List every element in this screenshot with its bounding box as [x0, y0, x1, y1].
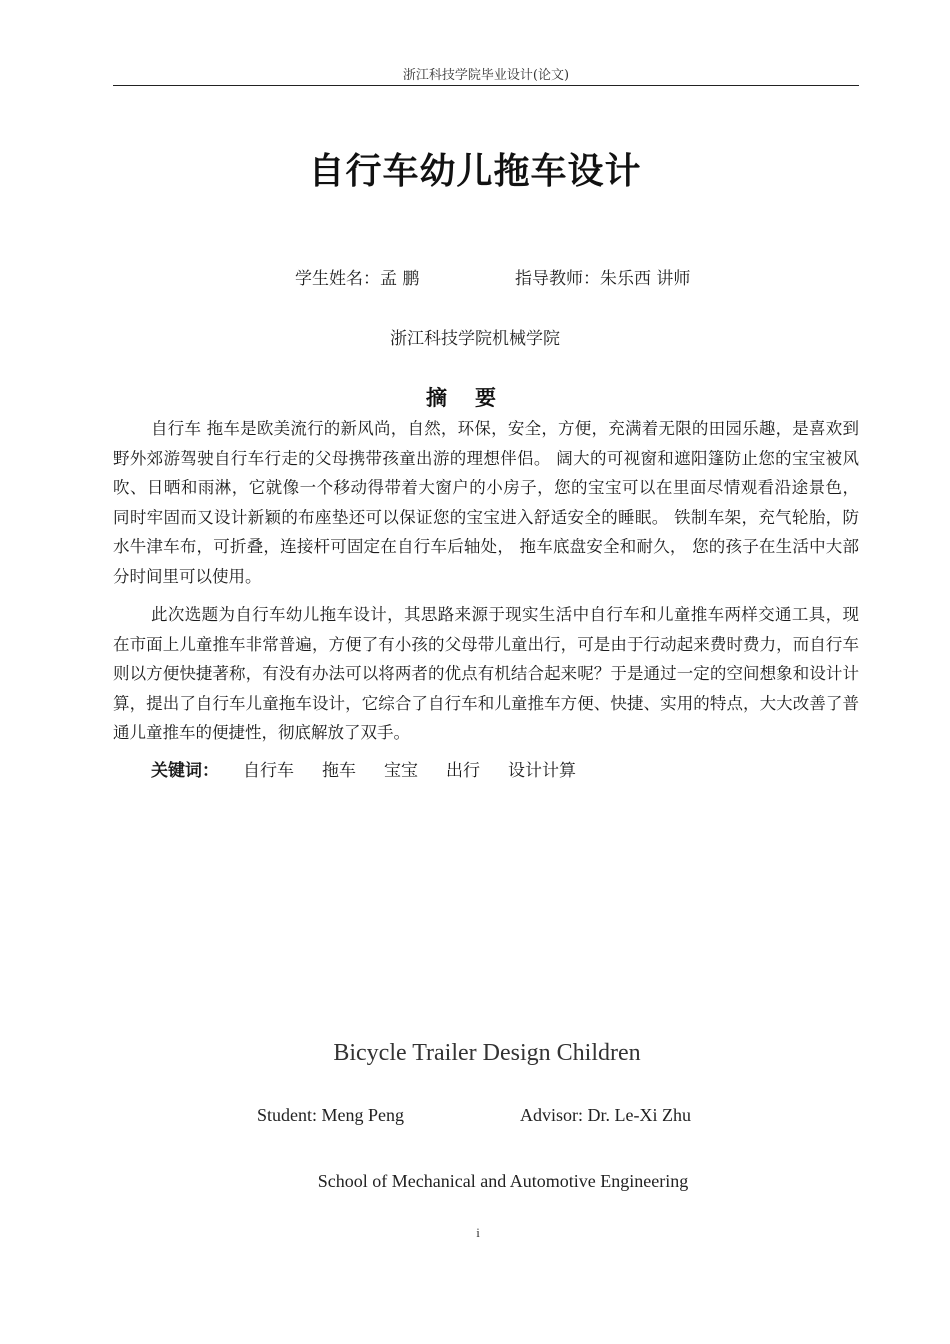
- english-advisor: Advisor: Dr. Le-Xi Zhu: [520, 1105, 691, 1125]
- page-number: i: [476, 1225, 480, 1240]
- keyword: 出行: [446, 761, 480, 781]
- keywords-line: [151, 756, 576, 781]
- english-title: Bicycle Trailer Design Children: [333, 1040, 641, 1066]
- abstract-heading: 摘要: [426, 385, 524, 410]
- keyword: 自行车: [243, 761, 294, 781]
- keyword: 设计计算: [508, 761, 576, 781]
- header-rule: [113, 85, 859, 86]
- student-name: 学生姓名：孟 鹏: [295, 269, 420, 289]
- thesis-title: 自行车幼儿拖车设计: [308, 150, 642, 192]
- page-header: 浙江科技学院毕业设计(论文): [402, 68, 570, 83]
- abstract-paragraph-1: 自行车 拖车是欧美流行的新风尚，自然，环保，安全，方便，充满着无限的田园乐趣，是喜欢到野外郊游驾驶自行车行走的父母携带孩童出游的理想伴侣。 阔大的可视窗和遮阳篷防止您的宝宝被风吹、日晒和雨淋，它就像一个移动得带着大窗户的小房子，您的宝宝可以在里面尽情观看沿途景色， 同时牢固而又设计新颖的布座垫还可以保证您的宝宝进入舒适安全的睡眠。 铁制车架，充气轮胎，防水牛津车布，可折叠，连接杆可固定在自行车后轴处， 拖车底盘安全和耐久， 您的孩子在生活中大部分时间里可以使用。: [113, 419, 859, 586]
- advisor-name: 指导教师：朱乐西 讲师: [515, 269, 691, 289]
- keyword: 拖车: [322, 761, 356, 781]
- keywords-label: 关键词：: [151, 761, 219, 781]
- english-school: School of Mechanical and Automotive Engineering: [317, 1171, 689, 1191]
- abstract-paragraph-2: 此次选题为自行车幼儿拖车设计，其思路来源于现实生活中自行车和儿童推车两样交通工具，现在市面上儿童推车非常普遍，方便了有小孩的父母带儿童出行，可是由于行动起来费时费力，而自行车则以方便快捷著称，有没有办法可以将两者的优点有机结合起来呢？于是通过一定的空间想象和设计计算，提出了自行车儿童拖车设计，它综合了自行车和儿童推车方便、快捷、实用的特点，大大改善了普通儿童推车的便捷性，彻底解放了双手。: [113, 605, 859, 742]
- school-name: 浙江科技学院机械学院: [390, 329, 560, 349]
- english-student: Student: Meng Peng: [257, 1105, 404, 1125]
- keyword: 宝宝: [384, 761, 418, 781]
